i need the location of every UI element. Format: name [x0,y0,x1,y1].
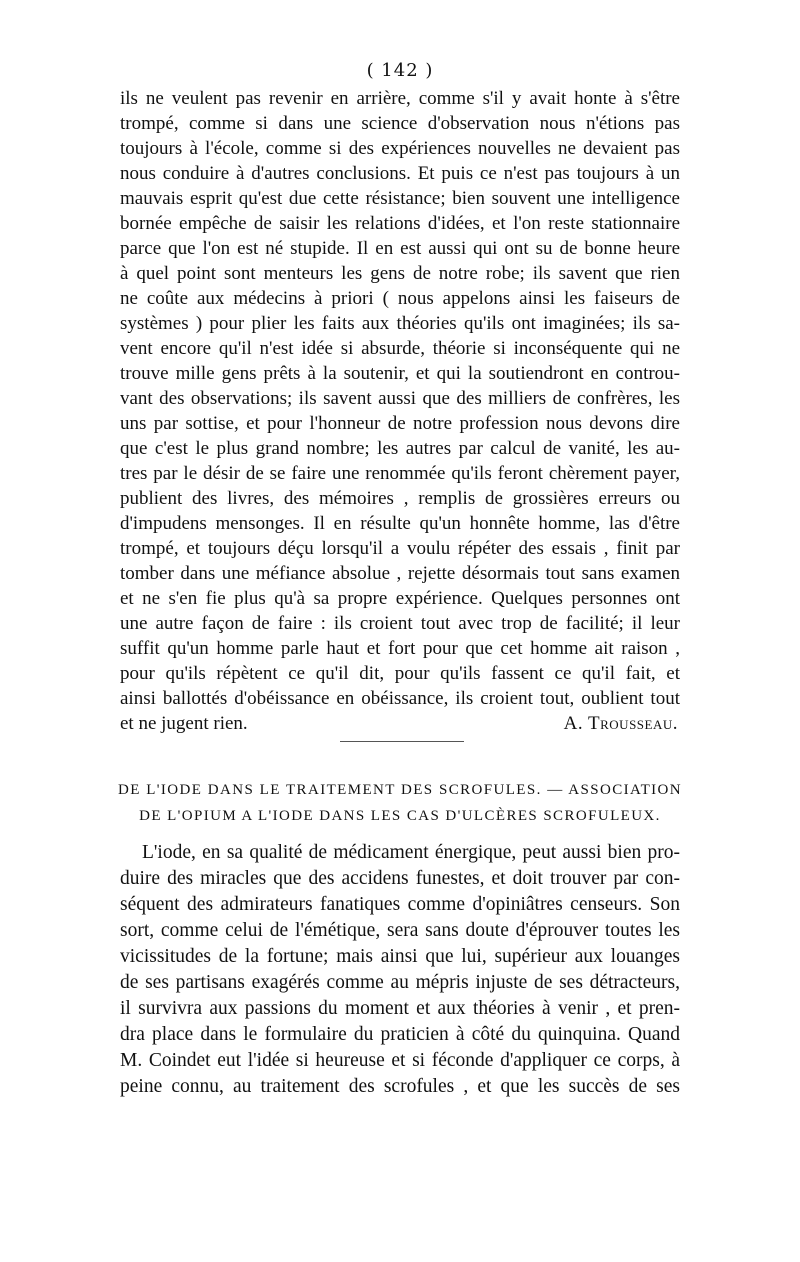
text-line: une autre façon de faire : ils croient tout avec trop de facilité; il leur [120,613,680,634]
text-line: L'iode, en sa qualité de médicament énergique, peut aussi bien pro- [142,842,680,863]
text-line: d'impudens mensonges. Il en résulte qu'un honnête homme, las d'être [120,513,680,534]
text-line: systèmes ) pour plier les faits aux théories qu'ils ont imaginées; ils sa- [120,313,680,334]
text-line: bornée empêche de saisir les relations d'idées, et l'on reste stationnaire [120,213,680,234]
text-line: vicissitudes de la fortune; mais ainsi que lui, supérieur aux louanges [120,946,680,967]
article-continuation-text [120,86,680,736]
text-line: uns par sottise, et pour l'honneur de notre profession nous devons dire [120,413,680,434]
text-line: suffit qu'un homme parle haut et fort pour que cet homme ait raison , [120,638,680,659]
text-line: il survivra aux passions du moment et aux théories à venir , et pren- [120,998,680,1019]
text-line: vant des observations; ils savent aussi que des milliers de confrères, les [120,388,680,409]
text-line: tres par le désir de se faire une renommée qu'ils feront chèrement payer, [120,463,680,484]
closing-text: et ne jugent rien. [120,713,248,734]
text-line: à quel point sont menteurs les gens de notre robe; ils savent que rien [120,263,680,284]
text-line: trompé, comme si dans une science d'observation nous n'étions pas [120,113,680,134]
closing-line [120,711,680,736]
text-line: et ne s'en fie plus qu'à sa propre expérience. Quelques personnes ont [120,588,680,609]
section-heading-line-1: DE L'IODE DANS LE TRAITEMENT DES SCROFULES. — ASSOCIATION [118,782,682,798]
text-line: toujours à l'école, comme si des expériences nouvelles ne devaient pas [120,138,680,159]
text-line: parce que l'on est né stupide. Il en est aussi qui ont su de bonne heure [120,238,680,259]
article-body-text [120,840,680,1100]
text-line: ne coûte aux médecins à priori ( nous appelons ainsi les faiseurs de [120,288,680,309]
page-number: ( 142 ) [366,60,434,81]
text-line: séquent des admirateurs fanatiques comme d'opiniâtres censeurs. Son [120,894,680,915]
text-line: M. Coindet eut l'idée si heureuse et si féconde d'appliquer ce corps, à [120,1050,680,1071]
author-signature: A. Trousseau. [563,713,678,734]
section-separator-rule [340,741,464,742]
text-line: ainsi ballottés d'obéissance en obéissance, ils croient tout, oublient tout [120,688,680,709]
text-line: mauvais esprit qu'est due cette résistance; bien souvent une intelligence [120,188,680,209]
text-line: ils ne veulent pas revenir en arrière, comme s'il y avait honte à s'être [120,88,680,109]
text-line: pour qu'ils répètent ce qu'il dit, pour qu'ils fassent ce qu'il fait, et [120,663,680,684]
text-line: trouve mille gens prêts à la soutenir, et qui la soutiendront en controu- [120,363,680,384]
text-line: sort, comme celui de l'émétique, sera sans doute d'éprouver toutes les [120,920,680,941]
text-line: publient des livres, des mémoires , remplis de grossières erreurs ou [120,488,680,509]
section-heading-line-2: DE L'OPIUM A L'IODE DANS LES CAS D'ULCÈRES SCROFULEUX. [139,808,661,824]
text-line: duire des miracles que des accidens funestes, et doit trouver par con- [120,868,680,889]
text-line: dra place dans le formulaire du praticien à côté du quinquina. Quand [120,1024,680,1045]
text-line: peine connu, au traitement des scrofules , et que les succès de ses [120,1076,680,1097]
text-line: de ses partisans exagérés comme au mépris injuste de ses détracteurs, [120,972,680,993]
text-line: nous conduire à d'autres conclusions. Et puis ce n'est pas toujours à un [120,163,680,184]
text-line: tomber dans une méfiance absolue , rejette désormais tout sans examen [120,563,680,584]
text-line: vent encore qu'il n'est idée si absurde, théorie si inconséquente qui ne [120,338,680,359]
text-line: trompé, et toujours déçu lorsqu'il a voulu répéter des essais , finit par [120,538,680,559]
text-line: que c'est le plus grand nombre; les autres par calcul de vanité, les au- [120,438,680,459]
